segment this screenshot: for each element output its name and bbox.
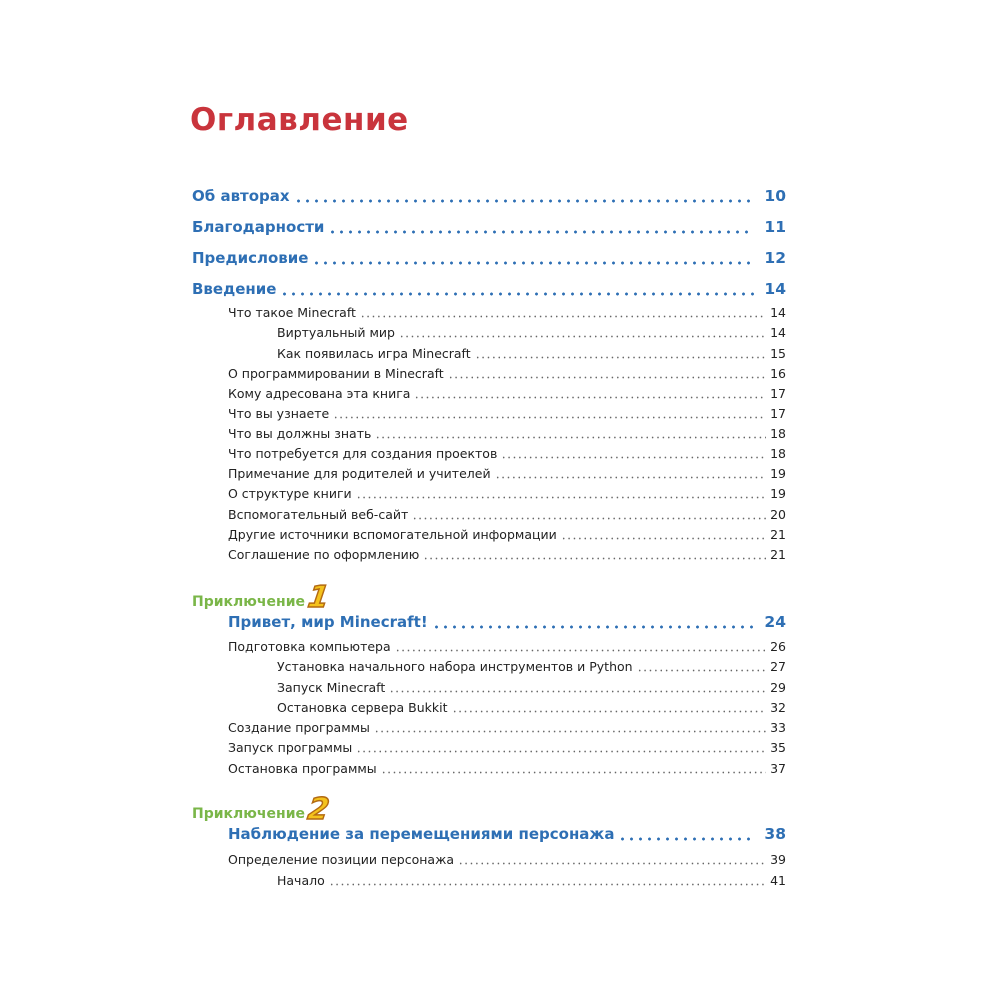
- toc-entry-page: 21: [770, 547, 786, 562]
- dot-leader: [356, 750, 766, 753]
- dot-leader: [333, 416, 766, 419]
- toc-entry[interactable]: [228, 507, 786, 522]
- dot-leader: [374, 730, 766, 733]
- dot-leader: [294, 199, 755, 203]
- toc-entry-title: Установка начального набора инструментов и Python: [277, 659, 633, 674]
- page-title: Оглавление: [190, 102, 409, 138]
- toc-entry-title: Вспомогательный веб-сайт: [228, 507, 409, 522]
- dot-leader: [356, 496, 766, 499]
- toc-entry[interactable]: [277, 346, 786, 361]
- toc-entry-page: 17: [770, 386, 786, 401]
- dot-leader: [360, 315, 766, 318]
- toc-entry-page: 21: [770, 527, 786, 542]
- adventure-1-label: [192, 580, 332, 615]
- dot-leader: [501, 456, 766, 459]
- toc-entry-title: Предисловие: [192, 249, 309, 267]
- toc-entry-title: Наблюдение за перемещениями персонажа: [228, 825, 615, 843]
- toc-entry[interactable]: [228, 547, 786, 562]
- toc-entry-page: 14: [764, 280, 786, 298]
- toc-entry-title: О программировании в Minecraft: [228, 366, 444, 381]
- toc-entry-title: Остановка сервера Bukkit: [277, 700, 448, 715]
- toc-entry[interactable]: [277, 680, 786, 695]
- dot-leader: [458, 862, 766, 865]
- toc-entry-page: 32: [770, 700, 786, 715]
- toc-entry[interactable]: [277, 659, 786, 674]
- toc-entry-title: Запуск программы: [228, 740, 353, 755]
- dot-leader: [495, 476, 767, 479]
- toc-entry[interactable]: [228, 426, 786, 441]
- adventure-label: Приключение: [192, 594, 305, 610]
- toc-entry-page: 14: [770, 325, 786, 340]
- toc-entry[interactable]: [277, 700, 786, 715]
- toc-entry-title: Остановка программы: [228, 761, 377, 776]
- toc-entry-title: Примечание для родителей и учителей: [228, 466, 491, 481]
- dot-leader: [412, 517, 766, 520]
- toc-entry-page: 41: [770, 873, 786, 888]
- toc-entry-title: Создание программы: [228, 720, 370, 735]
- toc-entry-title: Благодарности: [192, 218, 325, 236]
- toc-entry-title: Что такое Minecraft: [228, 305, 356, 320]
- toc-entry-title: Определение позиции персонажа: [228, 852, 455, 867]
- toc-entry-title: Что вы должны знать: [228, 426, 372, 441]
- toc-entry[interactable]: [192, 218, 786, 236]
- toc-entry-page: 38: [764, 825, 786, 843]
- toc-entry-title: Кому адресована эта книга: [228, 386, 411, 401]
- toc-entry-title: Введение: [192, 280, 277, 298]
- toc-entry-title: Привет, мир Minecraft!: [228, 613, 428, 631]
- toc-entry-page: 27: [770, 659, 786, 674]
- dot-leader: [637, 669, 767, 672]
- toc-entry-page: 10: [764, 187, 786, 205]
- toc-entry[interactable]: [192, 249, 786, 267]
- toc-entry-title: Другие источники вспомогательной информации: [228, 527, 557, 542]
- toc-entry[interactable]: [277, 325, 786, 340]
- toc-entry-title: Запуск Minecraft: [277, 680, 386, 695]
- toc-entry[interactable]: [192, 187, 786, 205]
- toc-entry[interactable]: [228, 305, 786, 320]
- adventure-number-badge: 1: [305, 580, 332, 615]
- toc-entry-page: 16: [770, 366, 786, 381]
- dot-leader: [328, 230, 754, 234]
- toc-entry[interactable]: [228, 446, 786, 461]
- toc-entry-page: 14: [770, 305, 786, 320]
- toc-entry-title: Об авторах: [192, 187, 290, 205]
- dot-leader: [414, 396, 766, 399]
- toc-entry[interactable]: [192, 280, 786, 298]
- dot-leader: [312, 261, 754, 265]
- dot-leader: [423, 557, 766, 560]
- toc-entry-page: 24: [764, 613, 786, 631]
- toc-entry-title: Виртуальный мир: [277, 325, 395, 340]
- toc-entry[interactable]: [228, 852, 786, 867]
- adventure-label: Приключение: [192, 806, 305, 822]
- toc-entry-page: 19: [770, 466, 786, 481]
- toc-entry[interactable]: [228, 761, 786, 776]
- toc-entry[interactable]: [228, 386, 786, 401]
- toc-entry-title: Начало: [277, 873, 325, 888]
- toc-entry-title: Что вы узнаете: [228, 406, 330, 421]
- toc-entry-page: 18: [770, 446, 786, 461]
- toc-entry-page: 15: [770, 346, 786, 361]
- toc-entry[interactable]: [228, 406, 786, 421]
- toc-entry-title: Подготовка компьютера: [228, 639, 391, 654]
- toc-entry-page: 12: [764, 249, 786, 267]
- adventure-2-label: [192, 792, 332, 827]
- dot-leader: [381, 771, 766, 774]
- toc-entry[interactable]: [228, 613, 786, 631]
- toc-entry-page: 33: [770, 720, 786, 735]
- toc-entry[interactable]: [228, 639, 786, 654]
- toc-entry-title: Соглашение по оформлению: [228, 547, 420, 562]
- dot-leader: [448, 376, 766, 379]
- dot-leader: [452, 710, 767, 713]
- toc-entry[interactable]: [228, 527, 786, 542]
- toc-entry[interactable]: [228, 486, 786, 501]
- toc-entry-title: Что потребуется для создания проектов: [228, 446, 498, 461]
- dot-leader: [475, 356, 766, 359]
- toc-entry-page: 37: [770, 761, 786, 776]
- toc-entry[interactable]: [277, 873, 786, 888]
- toc-entry[interactable]: [228, 466, 786, 481]
- toc-entry-page: 29: [770, 680, 786, 695]
- dot-leader: [399, 335, 766, 338]
- adventure-number-badge: 2: [305, 792, 332, 827]
- toc-entry[interactable]: [228, 720, 786, 735]
- dot-leader: [329, 883, 766, 886]
- toc-entry-page: 39: [770, 852, 786, 867]
- dot-leader: [618, 837, 754, 841]
- dot-leader: [375, 436, 766, 439]
- toc-entry-title: Как появилась игра Minecraft: [277, 346, 471, 361]
- toc-entry-page: 11: [764, 218, 786, 236]
- dot-leader: [389, 690, 766, 693]
- toc-entry[interactable]: [228, 366, 786, 381]
- toc-entry-page: 18: [770, 426, 786, 441]
- toc-entry-page: 17: [770, 406, 786, 421]
- toc-entry-page: 26: [770, 639, 786, 654]
- toc-entry-title: О структуре книги: [228, 486, 352, 501]
- toc-entry-page: 19: [770, 486, 786, 501]
- toc-entry-page: 20: [770, 507, 786, 522]
- toc-entry[interactable]: [228, 825, 786, 843]
- dot-leader: [561, 537, 766, 540]
- dot-leader: [280, 292, 754, 296]
- dot-leader: [395, 649, 766, 652]
- dot-leader: [432, 625, 755, 629]
- toc-entry-page: 35: [770, 740, 786, 755]
- toc-entry[interactable]: [228, 740, 786, 755]
